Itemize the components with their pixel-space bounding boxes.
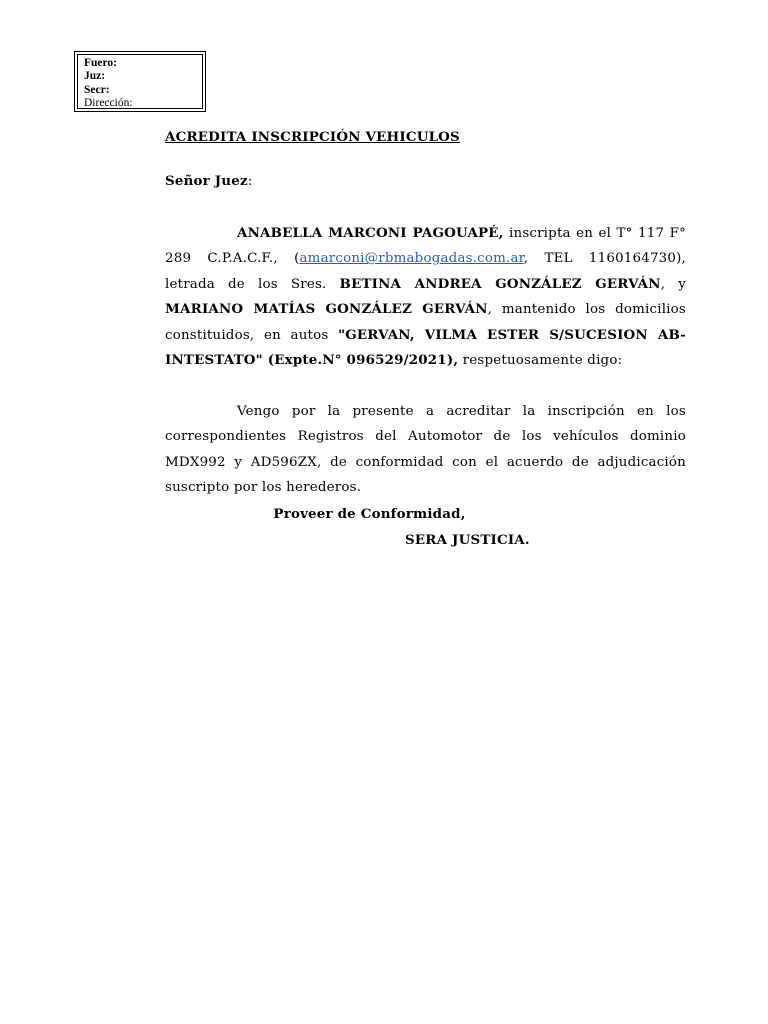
- client-name-1: BETINA ANDREA GONZÁLEZ GERVÁN: [339, 275, 661, 292]
- salutation: [165, 171, 253, 192]
- closing-request: Proveer de Conformidad,: [273, 506, 466, 522]
- attorney-email-link[interactable]: amarconi@rbmabogadas.com.ar: [299, 251, 524, 267]
- direccion-label: Dirección:: [84, 97, 133, 110]
- attorney-name: ANABELLA MARCONI PAGOUAPÉ,: [237, 225, 504, 241]
- para1-text-2: , TEL 1160164730), letrada de los Sres.: [165, 251, 686, 292]
- court-info-box-inner: [77, 54, 203, 109]
- para1-text-3: , y: [660, 276, 686, 292]
- document-title: ACREDITA INSCRIPCIÓN VEHICULOS: [165, 129, 460, 145]
- case-caption: "GERVAN, VILMA ESTER S/SUCESION AB-INTESTATO" (Expte.N° 096529/2021),: [165, 326, 686, 369]
- para1-text-1: inscripta en el T° 117 F° 289 C.P.A.C.F., (: [165, 226, 686, 267]
- secr-label: Secr:: [84, 83, 110, 96]
- closing-justice: SERA JUSTICIA.: [405, 532, 530, 548]
- para1-text-5: respetuosamente digo:: [458, 353, 623, 369]
- paragraph-presentation: [165, 221, 686, 373]
- fuero-label: Fuero:: [84, 57, 118, 69]
- paragraph-request: Vengo por la presente a acreditar la inscripción en los correspondientes Registros del Automotor de los vehículos dominio MDX992 y AD596ZX, de conformidad con el acuerdo de adjudicación suscripto por los herederos.: [165, 404, 686, 496]
- para1-text-4: , mantenido los domicilios constituidos, en autos: [165, 302, 686, 343]
- client-name-2: MARIANO MATÍAS GONZÁLEZ GERVÁN: [165, 301, 488, 318]
- document-body: [165, 127, 686, 548]
- juz-label: Juz:: [84, 70, 106, 83]
- salutation-colon: :: [247, 174, 253, 189]
- salutation-addressee: Señor Juez: [165, 173, 248, 189]
- court-info-box: [74, 51, 206, 112]
